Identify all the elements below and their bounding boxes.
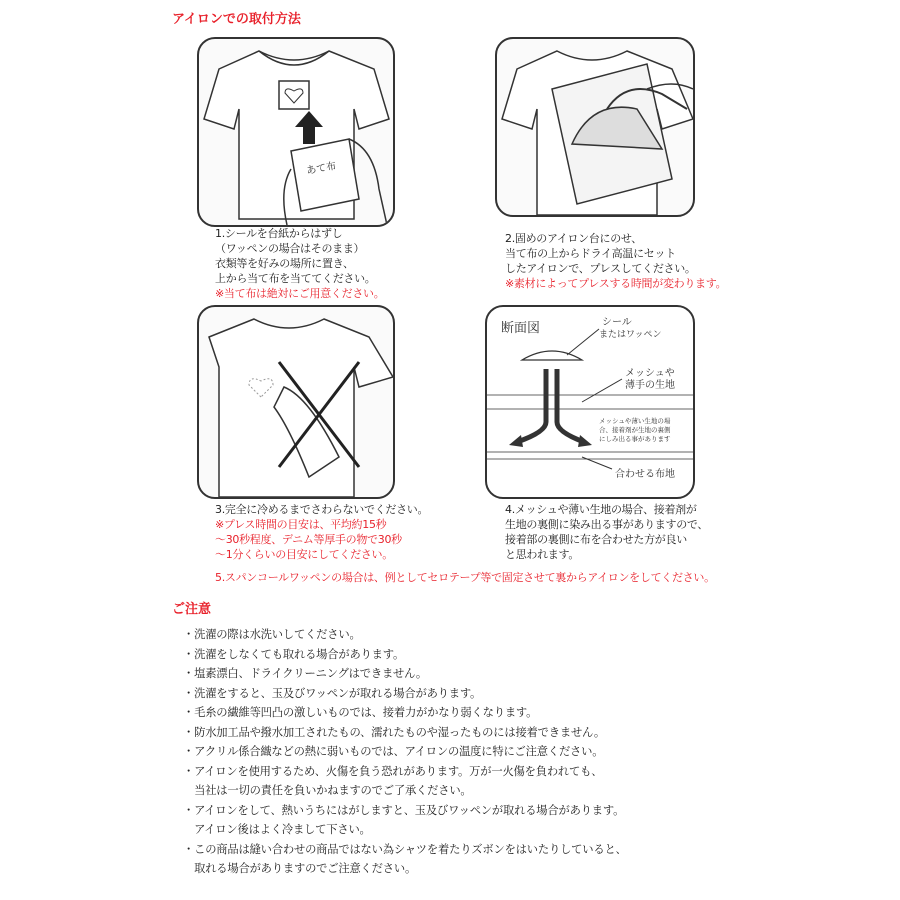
do-not-touch-illustration [199,307,393,497]
arrow-left [517,369,546,442]
seal-label: シール [602,317,632,328]
step-line: 1.シールを台紙からはずし [215,227,343,240]
caution-item: ・アイロンをして、熱いうちにはがしますと、玉及びワッペンが取れる場合があります。 [183,803,625,817]
fabric-label: 薄手の生地 [625,380,675,391]
ironing-illustration [497,39,693,215]
step-line: したアイロンで、プレスしてください。 [505,262,696,275]
step-line: と思われます。 [505,548,580,561]
step-line: （ワッペンの場合はそのまま） [215,242,365,255]
step-line: 当て布の上からドライ高温にセット [505,247,676,260]
caution-item: 取れる場合がありますのでご注意ください。 [183,862,417,875]
step-line: 3.完全に冷めるまでさわらないでください。 [215,503,429,516]
cross-section-diagram [485,305,695,499]
caution-item: アイロン後はよく冷まして下さい。 [183,823,371,836]
step-note: ※当て布は絶対にご用意ください。 [215,287,385,300]
caution-heading: ご注意 [172,602,212,617]
fabric-label: メッシュや [625,368,675,379]
step5-text: 5.スパンコールワッペンの場合は、例としてセロテープ等で固定させて裏からアイロンをしてください。 [215,571,715,584]
backing-label: 合わせる布地 [615,469,675,480]
caution-item: ・塩素漂白、ドライクリーニングはできません。 [183,667,428,680]
caution-item: 当社は一切の責任を負いかねますのでご了承ください。 [183,784,472,797]
caution-item: ・洗濯をしなくても取れる場合があります。 [183,647,405,661]
illustration-step3 [197,305,395,499]
caution-item: ・防水加工品や撥水加工されたもの、濡れたものや湿ったものには接着できません。 [183,725,605,739]
step-note: ～1分くらいの目安にしてください。 [215,548,393,561]
seep-label: 合、接着剤が生地の裏側 [599,426,671,434]
cloth-label: あて布 [305,160,338,177]
step-note: ※プレス時間の目安は、平均約15秒 [215,518,387,531]
step1-text [215,226,384,301]
shirt-with-cloth-illustration [199,39,393,225]
step-note: ～30秒程度、デニム等厚手の物で30秒 [215,533,402,546]
step3-text [215,502,428,562]
step-note: ※素材によってプレスする時間が変わります。 [505,277,727,290]
caution-item: ・毛糸の繊維等凹凸の激しいものでは、接着力がかなり弱くなります。 [183,706,538,719]
caution-item: ・この商品は縫い合わせの商品ではない為シャツを着たりズボンをはいたりしていると、 [183,842,627,856]
seal-shape [522,351,582,360]
caution-list [183,625,627,879]
caution-item: ・洗濯をすると、玉及びワッペンが取れる場合があります。 [183,686,482,700]
diagram-title: 断面図 [501,321,541,336]
step-line: 4.メッシュや薄い生地の場合、接着剤が [505,503,697,516]
step-line: 2.固めのアイロン台にのせ、 [505,232,642,245]
caution-item: ・洗濯の際は水洗いしてください。 [183,628,361,641]
step4-text [505,502,708,562]
step-line: 衣類等を好みの場所に置き、 [215,257,354,270]
step-line: 接着部の裏側に布を合わせた方が良い [505,533,687,546]
seal-label: またはワッペン [599,330,662,340]
step-line: 生地の裏側に染み出る事がありますので、 [505,518,709,531]
step-line: 上から当て布を当ててください。 [215,272,376,285]
caution-item: ・アクリル係合織などの熱に弱いものでは、アイロンの温度に特にご注意ください。 [183,745,604,758]
caution-item: ・アイロンを使用するため、火傷を負う恐れがあります。万が一火傷を負われても、 [183,764,603,778]
illustration-step1 [197,37,395,227]
illustration-step2 [495,37,695,217]
arrow-right [557,369,584,442]
step2-text [505,231,726,291]
page-title: アイロンでの取付方法 [172,12,301,27]
seep-label: メッシュや薄い生地の場 [599,417,671,425]
seep-label: にしみ出る事があります [599,435,671,443]
